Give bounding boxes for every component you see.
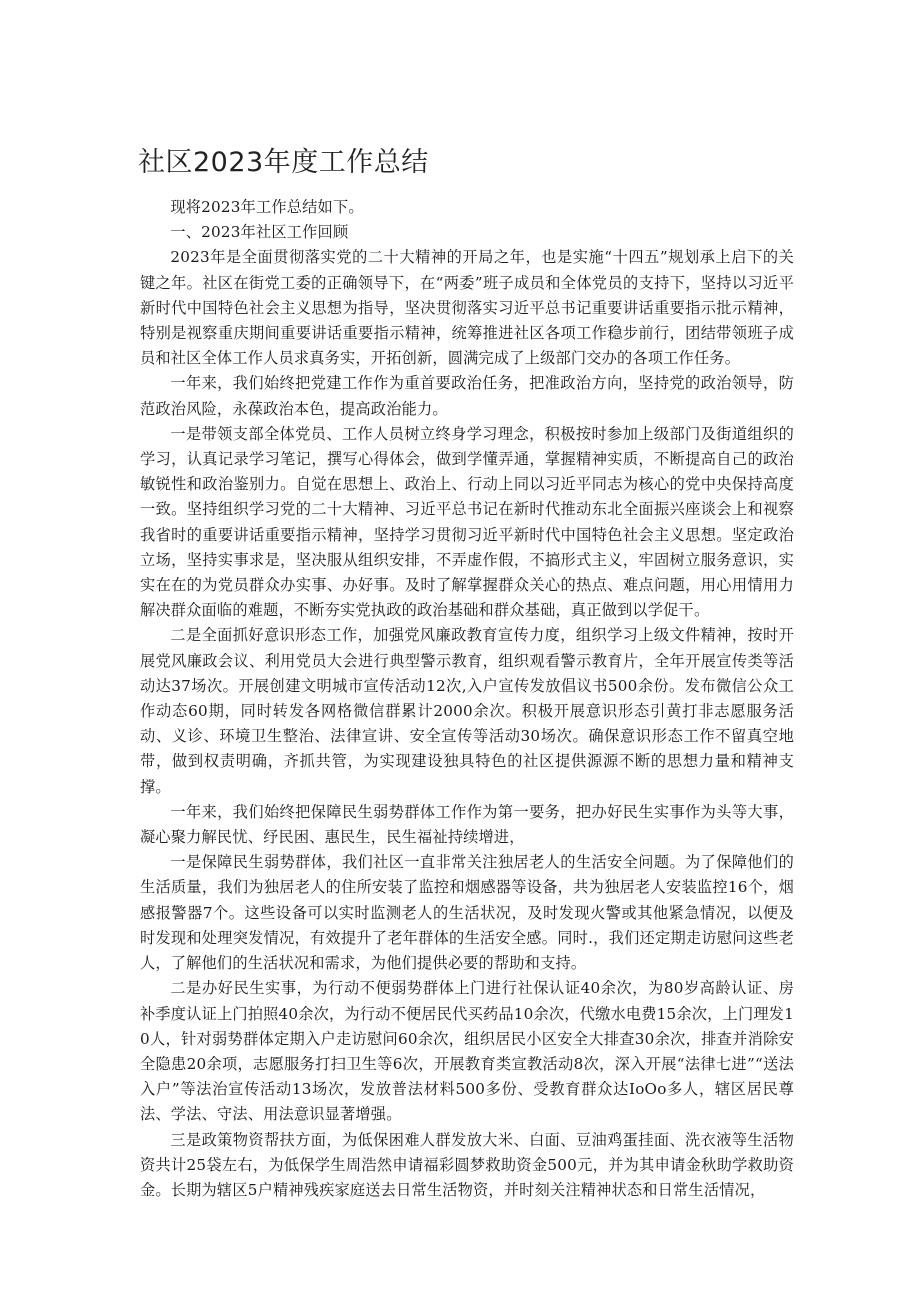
paragraph-overview: 2023年是全面贯彻落实党的二十大精神的开局之年，也是实施“十四五”规划承上启下的关键之年。社区在街党工委的正确领导下，在“两委”班子成员和全体党员的支持下，坚持以习近平新时代中国特色社会主义思想为指导，坚决贯彻落实习近平总书记重要讲话重要指示批示精神，特别是视察重庆期间重要讲话重要指示精神，统筹推进社区各项工作稳步前行，团结带领班子成员和社区全体工作人员求真务实，开拓创新，圆满完成了上级部门交办的各项工作任务。 xyxy=(140,248,794,368)
document-title: 社区2023年度工作总结 xyxy=(138,147,429,178)
section-heading-review: 一、2023年社区工作回顾 xyxy=(170,223,349,242)
paragraph-party-building: 一年来，我们始终把党建工作作为重首要政治任务，把准政治方向，坚持党的政治领导，防范政治风险，永葆政治本色，提高政治能力。 xyxy=(140,374,794,418)
paragraph-study: 一是带领支部全体党员、工作人员树立终身学习理念，积极按时参加上级部门及街道组织的学习，认真记录学习笔记，撰写心得体会，做到学懂弄通，掌握精神实质，不断提高自己的政治敏锐性和政治鉴别力。自觉在思想上、政治上、行动上同以习近平同志为核心的党中央保持高度一致。坚持组织学习党的二十大精神、习近平总书记在新时代推动东北全面振兴座谈会上和视察我省时的重要讲话重要指示精神，坚持学习贯彻习近平新时代中国特色社会主义思想。坚定政治立场，坚持实事求是，坚决服从组织安排，不弄虚作假，不搞形式主义，牢固树立服务意识，实实在在的为党员群众办实事、办好事。及时了解掌握群众关心的热点、难点问题，用心用情用力解决群众面临的难题，不断夯实党执政的政治基础和群众基础，真正做到以学促干。 xyxy=(140,424,794,620)
paragraph-livelihood: 一年来，我们始终把保障民生弱势群体工作作为第一要务，把办好民生实事作为头等大事，凝心聚力解民忧、纾民困、惠民生，民生福祉持续增进， xyxy=(140,802,794,847)
paragraph-intro: 现将2023年工作总结如下。 xyxy=(170,198,364,216)
paragraph-ideology: 二是全面抓好意识形态工作，加强党风廉政教育宣传力度，组织学习上级文件精神，按时开展党风廉政会议、利用党员大会进行典型警示教育，组织观看警示教育片，全年开展宣传类等活动达37场次。开展创建文明城市宣传活动12次,入户宣传发放倡议书500余份。发布微信公众工作动态60期，同时转发各网格微信群累计2000余次。积极开展意识形态引黄打非志愿服务活动、义诊、环境卫生整治、法律宣讲、安全宣传等活动30场次。确保意识形态工作不留真空地带，做到权责明确，齐抓共管，为实现建设独具特色的社区提供源源不断的思想力量和精神支撑。 xyxy=(140,626,794,796)
paragraph-practical-affairs: 二是办好民生实事，为行动不便弱势群体上门进行社保认证40余次，为80岁高龄认证、房补季度认证上门拍照40余次，为行动不便居民代买药品10余次，代缴水电费15余次，上门理发10人，针对弱势群体定期入户走访慰问60余次，组织居民小区安全大排查30余次，排查并消除安全隐患20余项，志愿服务打扫卫生等6次，开展教育类宣教活动8次，深入开展“法律七进”“送法入户”等法治宣传活动13场次，发放普法材料500多份、受教育群众达IoOo多人，辖区居民尊法、学法、守法、用法意识显著增强。 xyxy=(140,979,794,1124)
paragraph-elderly: 一是保障民生弱势群体，我们社区一直非常关注独居老人的生活安全问题。为了保障他们的生活质量，我们为独居老人的住所安装了监控和烟感器等设备，共为独居老人安装监控16个，烟感报警器7个。这些设备可以实时监测老人的生活状况，及时发现火警或其他紧急情况，以便及时发现和处理突发情况，有效提升了老年群体的生活安全感。同时.，我们还定期走访慰问这些老人，了解他们的生活状况和需求，为他们提供必要的帮助和支持。 xyxy=(140,853,794,973)
document-body xyxy=(140,195,794,1203)
paragraph-material-aid: 三是政策物资帮扶方面，为低保困难人群发放大米、白面、豆油鸡蛋挂面、洗衣液等生活物资共计25袋左右，为低保学生周浩然申请福彩圆梦救助资金500元，并为其申请金秋助学救助资金。长期为辖区5户精神残疾家庭送去日常生活物资，并时刻关注精神状态和日常生活情况， xyxy=(140,1130,794,1199)
